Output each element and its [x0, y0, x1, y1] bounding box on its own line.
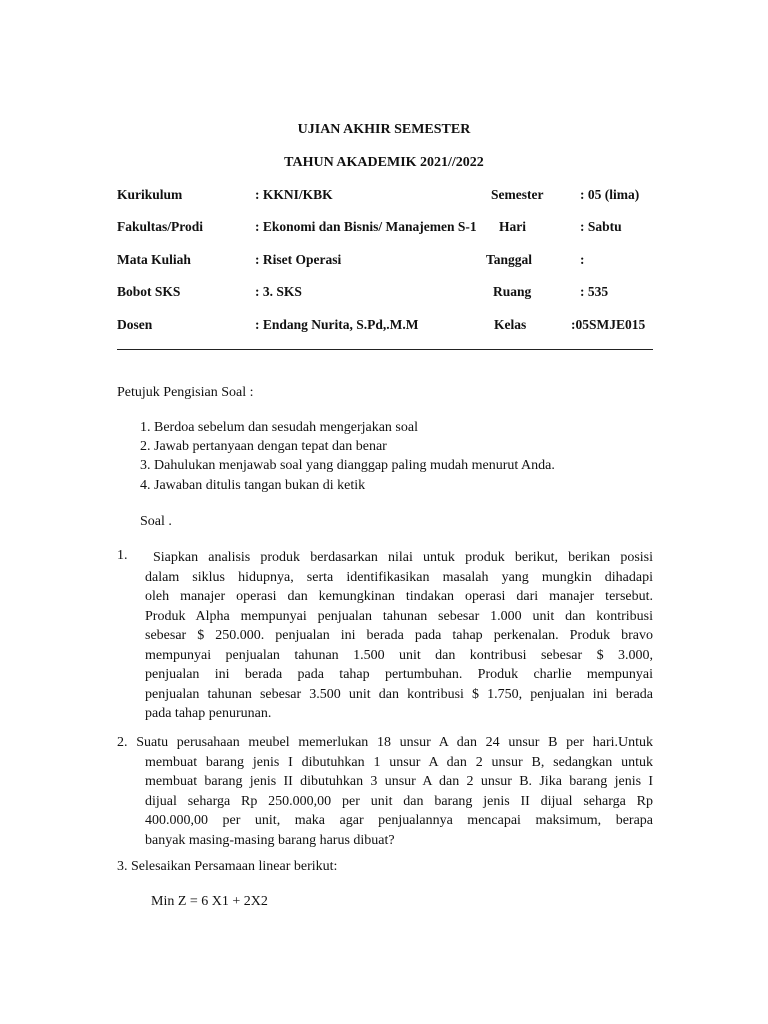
- question-3-text: 3. Selesaikan Persamaan linear berikut:: [117, 859, 338, 874]
- questions-heading: Soal .: [140, 514, 172, 529]
- value-ruang: : 535: [580, 284, 609, 299]
- label-mata-kuliah: Mata Kuliah: [117, 252, 191, 267]
- label-kurikulum: Kurikulum: [117, 187, 183, 202]
- question-line: penjualan tahunan sebesar 3.500 unit dan kontribusi $ 1.750, penjualan ini berada: [145, 686, 653, 702]
- instructions-heading: Petujuk Pengisian Soal :: [117, 385, 254, 400]
- value-semester: : 05 (lima): [580, 187, 640, 202]
- question-line: banyak masing-masing barang harus dibuat?: [145, 832, 395, 848]
- value-kurikulum: : KKNI/KBK: [255, 187, 333, 202]
- question-line: penjualan ini berada pada tahap pertumbuhan. Produk charlie mempunyai: [145, 667, 653, 682]
- value-dosen: : Endang Nurita, S.Pd,.M.M: [255, 317, 419, 332]
- value-hari: : Sabtu: [580, 219, 622, 234]
- academic-year-title: TAHUN AKADEMIK 2021//2022: [284, 155, 484, 170]
- instruction-item: 3. Dahulukan menjawab soal yang dianggap paling mudah menurut Anda.: [140, 458, 555, 473]
- label-kelas: Kelas: [494, 317, 527, 332]
- label-ruang: Ruang: [493, 284, 532, 299]
- question-line: membuat barang jenis II dibutuhkan 3 unsur A dan 2 unsur B. Jika barang jenis I: [145, 774, 653, 789]
- question-line: sebesar $ 250.000. penjualan ini berada pada tahap perkenalan. Produk bravo: [145, 628, 653, 643]
- value-tanggal: :: [580, 252, 585, 267]
- label-bobot-sks: Bobot SKS: [117, 284, 181, 299]
- question-line: Siapkan analisis produk berdasarkan nilai untuk produk berikut, berikan posisi: [153, 550, 653, 565]
- question-line: dijual seharga Rp 250.000,00 per unit dan barang jenis II dijual seharga Rp: [145, 793, 653, 809]
- header-divider: [117, 349, 653, 350]
- question-line: pada tahap penurunan.: [145, 706, 272, 721]
- question-1-number: 1.: [117, 548, 128, 563]
- question-2-text: [145, 753, 653, 851]
- instruction-item: 1. Berdoa sebelum dan sesudah mengerjakan soal: [140, 420, 418, 435]
- value-mata-kuliah: : Riset Operasi: [255, 252, 342, 267]
- value-fakultas: : Ekonomi dan Bisnis/ Manajemen S-1: [255, 219, 477, 234]
- question-line: oleh manajer operasi dan kemungkinan tindakan operasi dari manajer tersebut.: [145, 589, 653, 604]
- question-line: membuat barang jenis I dibutuhkan 1 unsur A dan 2 unsur B, sedangkan untuk: [145, 754, 653, 770]
- label-dosen: Dosen: [117, 317, 153, 332]
- label-fakultas: Fakultas/Prodi: [117, 219, 204, 234]
- label-tanggal: Tanggal: [486, 252, 533, 267]
- label-hari: Hari: [499, 219, 526, 234]
- value-bobot-sks: : 3. SKS: [255, 284, 302, 299]
- question-3-equation: Min Z = 6 X1 + 2X2: [151, 894, 268, 909]
- question-line: 2. Suatu perusahaan meubel memerlukan 18 unsur A dan 24 unsur B per hari.Untuk: [117, 735, 653, 750]
- exam-title: UJIAN AKHIR SEMESTER: [297, 122, 471, 137]
- question-line: 400.000,00 per unit, maka agar penjualannya mencapai maksimum, berapa: [145, 813, 653, 828]
- instruction-item: 2. Jawab pertanyaan dengan tepat dan benar: [140, 439, 387, 454]
- question-line: mempunyai penjualan tahunan 1.500 unit dan kontribusi sebesar $ 3.000,: [145, 647, 653, 663]
- instruction-item: 4. Jawaban ditulis tangan bukan di ketik: [140, 478, 366, 493]
- question-line: dalam siklus hidupnya, serta identifikasikan masalah yang mungkin dihadapi: [145, 569, 653, 585]
- question-2-first-line: [117, 733, 653, 753]
- label-semester: Semester: [491, 187, 544, 202]
- value-kelas: :05SMJE015: [571, 317, 646, 332]
- question-1-text: [145, 548, 653, 724]
- question-line: Produk Alpha mempunyai penjualan tahunan sebesar 1.000 unit dan kontribusi: [145, 608, 653, 624]
